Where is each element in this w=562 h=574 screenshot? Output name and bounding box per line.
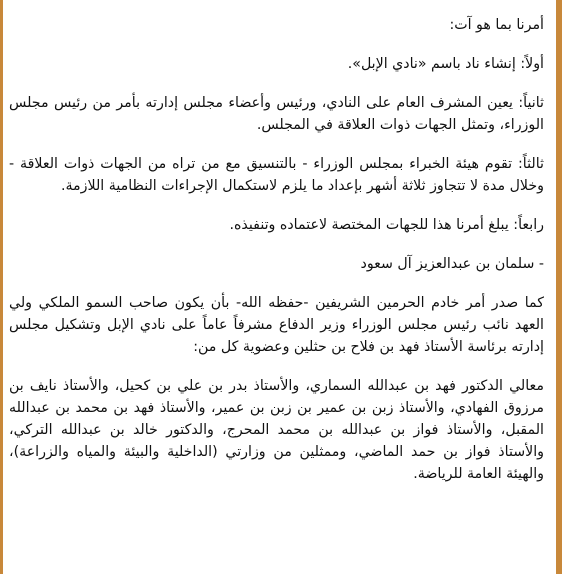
royal-order-paragraph: كما صدر أمر خادم الحرمين الشريفين -حفظه الله- بأن يكون صاحب السمو الملكي ولي العهد نائب رئيس مجلس الوزراء وزير الدفاع مشرفاً عاماً على نادي الإبل وتشكيل مجلس إدارته برئاسة الأستاذ فهد بن فلاح بن حثلين وعضوية كل من: [9,295,544,355]
signature-line: - سلمان بن عبدالعزيز آل سعود [360,256,544,272]
clause-fourth: رابعاً: يبلغ أمرنا هذا للجهات المختصة لاعتماده وتنفيذه. [229,217,544,233]
intro-line: أمرنا بما هو آت: [449,17,544,33]
clause-second: ثانياً: يعين المشرف العام على النادي، ورئيس وأعضاء مجلس إدارته بأمر من رئيس مجلس الوزراء، وتمثل الجهات ذوات العلاقة في المجلس. [9,95,544,133]
clause-first: أولاً: إنشاء ناد باسم «نادي الإبل». [347,56,544,72]
board-members-paragraph: معالي الدكتور فهد بن عبدالله السماري، والأستاذ بدر بن علي بن كحيل، والأستاذ نايف بن مرزوق الفهادي، والأستاذ زبن بن عمير بن زبن بن عمير، والأستاذ فهد بن محمد بن عبدالله المقبل، والأستاذ فواز بن عبدالله بن محمد المحرج، والدكتور خالد بن عبدالله التركي، والأستاذ فواز بن حمد الماضي، وممثلين من وزارتي (الداخلية والبيئة والمياه والزراعة)، والهيئة العامة للرياضة. [9,378,544,482]
document-page [3,0,556,574]
clause-third: ثالثاً: تقوم هيئة الخبراء بمجلس الوزراء - بالتنسيق مع من تراه من الجهات ذوات العلاقة - وخلال مدة لا تتجاوز ثلاثة أشهر بإعداد ما يلزم لاستكمال الإجراءات النظامية اللازمة. [9,156,544,194]
document-body [9,14,544,502]
